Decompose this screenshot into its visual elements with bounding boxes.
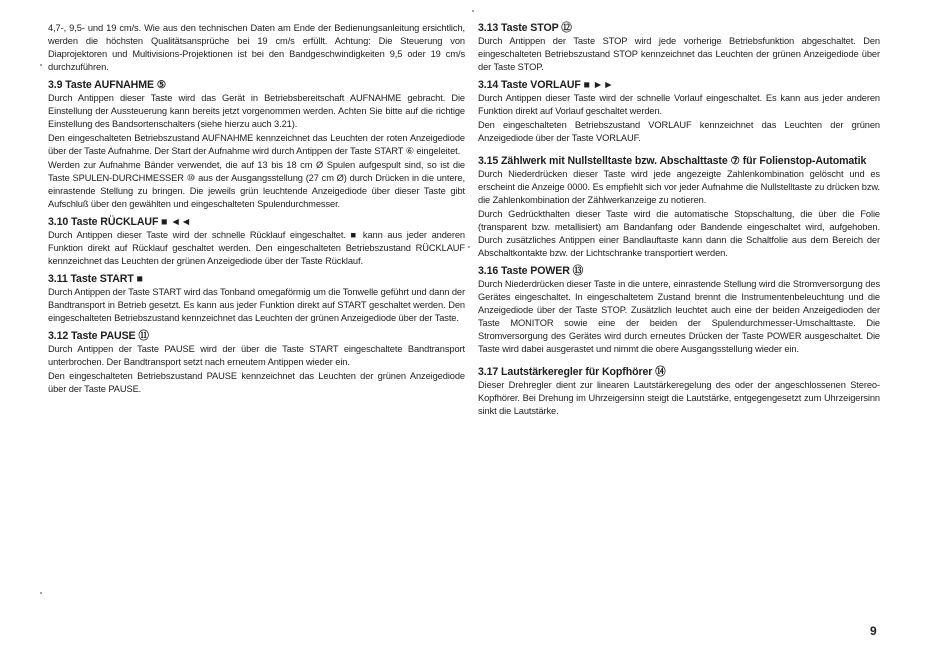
scan-speck <box>40 592 42 594</box>
scan-speck <box>472 10 474 12</box>
left-column <box>48 22 465 397</box>
paragraph-3-15-a: Durch Niederdrücken dieser Taste wird jede angezeigte Zahlenkombination gelöscht und es erscheint die Anzeige 0000. Es empfiehlt sich vor jeder Aufnahme die Nullstelltaste zu drücken bzw. die Zahlenkombination der Zählwerkanzeige zu notieren. <box>478 169 880 205</box>
heading-3-10: 3.10 Taste RÜCKLAUF ■ ◄◄ <box>48 216 192 228</box>
heading-3-16: 3.16 Taste POWER ⑬ <box>478 265 584 277</box>
intro-paragraph: 4,7-, 9,5- und 19 cm/s. Wie aus den technischen Daten am Ende der Bedienungsanleitung ersichtlich, werden die höchsten Qualitätsansprüche bei 19 cm/s erfüllt. Achtung: Die Steuerung von Diaprojektoren und Multivisions-Projektionen ist bei den Bandgeschwindigkeiten 9,5 oder 19 cm/s durchzuführen. <box>48 23 465 72</box>
paragraph-3-9-c: Werden zur Aufnahme Bänder verwendet, die auf 13 bis 18 cm Ø Spulen aufgespult sind, so ist die Taste SPULEN-DURCHMESSER ⑩ aus der Ausgangsstellung (27 cm Ø) durch Drücken in die untere, einrastende Stellung zu bringen. Die jeweils grün leuchtende Anzeigediode über dieser Taste gibt Aufschluß über den gewählten und eingeschalteten Spulendurchmesser. <box>48 160 465 209</box>
paragraph-3-12-b: Den eingeschalteten Betriebszustand PAUSE kennzeichnet das Leuchten der grünen Anzeigediode über der Taste PAUSE. <box>48 371 465 394</box>
paragraph-3-9-b: Den eingeschalteten Betriebszustand AUFNAHME kennzeichnet das Leuchten der roten Anzeigediode über der Taste Aufnahme. Der Start der Aufnahme wird durch Antippen der Taste START ⑥ eingeleitet. <box>48 133 465 156</box>
heading-3-11: 3.11 Taste START ■ <box>48 273 143 285</box>
paragraph-3-16: Durch Niederdrücken dieser Taste in die untere, einrastende Stellung wird die Stromversorgung des Gerätes eingeschaltet. In eingeschaltetem Zustand brennt die Instrumentenbeleuchtung und die Anzeigediode über der Taste STOP. Zusätzlich leuchtet auch eine der beiden Anzeigedioden der Taste MONITOR sowie eine der beiden der Spulendurchmesser-Umschalttaste. Die Stromversorgung des Gerätes wird durch erneutes Drücken der Taste POWER ausgeschaltet. Die Taste wird dabei ausgerastet und nimmt die obere Ausgangsstellung wieder ein. <box>478 279 880 354</box>
heading-3-14: 3.14 Taste VORLAUF ■ ►► <box>478 79 614 91</box>
heading-3-12: 3.12 Taste PAUSE ⑪ <box>48 330 149 342</box>
scan-speck <box>468 246 470 248</box>
heading-3-15: 3.15 Zählwerk mit Nullstelltaste bzw. Abschalttaste ⑦ für Folienstop-Automatik <box>478 155 867 167</box>
page-number: 9 <box>870 624 877 638</box>
heading-3-17: 3.17 Lautstärkeregler für Kopfhörer ⑭ <box>478 366 666 378</box>
paragraph-3-12-a: Durch Antippen der Taste PAUSE wird der über die Taste START eingeschaltete Bandtransport unterbrochen. Der Bandtransport setzt nach erneutem Antippen wieder ein. <box>48 344 465 367</box>
paragraph-3-13: Durch Antippen der Taste STOP wird jede vorherige Betriebsfunktion abgeschaltet. Den eingeschalteten Betriebszustand STOP kennzeichnet das Leuchten der grünen Anzeigediode über der Taste STOP. <box>478 36 880 72</box>
heading-3-13: 3.13 Taste STOP ⑫ <box>478 22 572 34</box>
paragraph-3-9-a: Durch Antippen dieser Taste wird das Gerät in Betriebsbereitschaft AUFNAHME gebracht. Die Einstellung der Aussteuerung kann bereits jetzt vorgenommen werden. Achten Sie bitte auf die richtige Einstellung des Bandsortenschalters (siehe hierzu auch 3.21). <box>48 93 465 129</box>
paragraph-3-15-b: Durch Gedrückthalten dieser Taste wird die automatische Stopschaltung, die über die Folie (transparent bzw. metallisiert) am Bandanfang oder Bandende eingeschaltet wird, aufgehoben. Durch zusätzliches Antippen einer Bandlauftaste kann dann die Schaltfolie aus dem Bereich der Abschaltkontakte bzw. der Lichtschranke transportiert werden. <box>478 209 880 258</box>
paragraph-3-10: Durch Antippen dieser Taste wird der schnelle Rücklauf eingeschaltet. ■ kann aus jeder anderen Funktion direkt auf Rücklauf geschaltet werden. Den eingeschalteten Betriebszustand RÜCKLAUF kennzeichnet das Leuchten der grünen Anzeigediode über der Taste Rücklauf. <box>48 230 465 266</box>
paragraph-3-14-a: Durch Antippen dieser Taste wird der schnelle Vorlauf eingeschaltet. Es kann aus jeder anderen Funktion direkt auf Vorlauf geschaltet werden. <box>478 93 880 116</box>
paragraph-3-14-b: Den eingeschalteten Betriebszustand VORLAUF kennzeichnet das Leuchten der grünen Anzeigediode über der Taste VORLAUF. <box>478 120 880 143</box>
right-column <box>478 22 880 419</box>
heading-3-9: 3.9 Taste AUFNAHME ⑤ <box>48 79 167 91</box>
paragraph-3-17: Dieser Drehregler dient zur linearen Lautstärkeregelung des oder der angeschlossenen Stereo-Kopfhörer. Bei Drehung im Uhrzeigersinn steigt die Lautstärke, entgegengesetzt zum Uhrzeigersinn sinkt die Lautstärke. <box>478 380 880 416</box>
paragraph-3-11: Durch Antippen der Taste START wird das Tonband omegaförmig um die Tonwelle geführt und dann der Bandtransport in Betrieb gesetzt. Es kann aus jeder Funktion direkt auf START geschaltet werden. Den eingeschalteten Betriebszustand kennzeichnet das Leuchten der grünen Anzeigediode über der Taste. <box>48 287 465 323</box>
scan-speck <box>40 64 42 66</box>
